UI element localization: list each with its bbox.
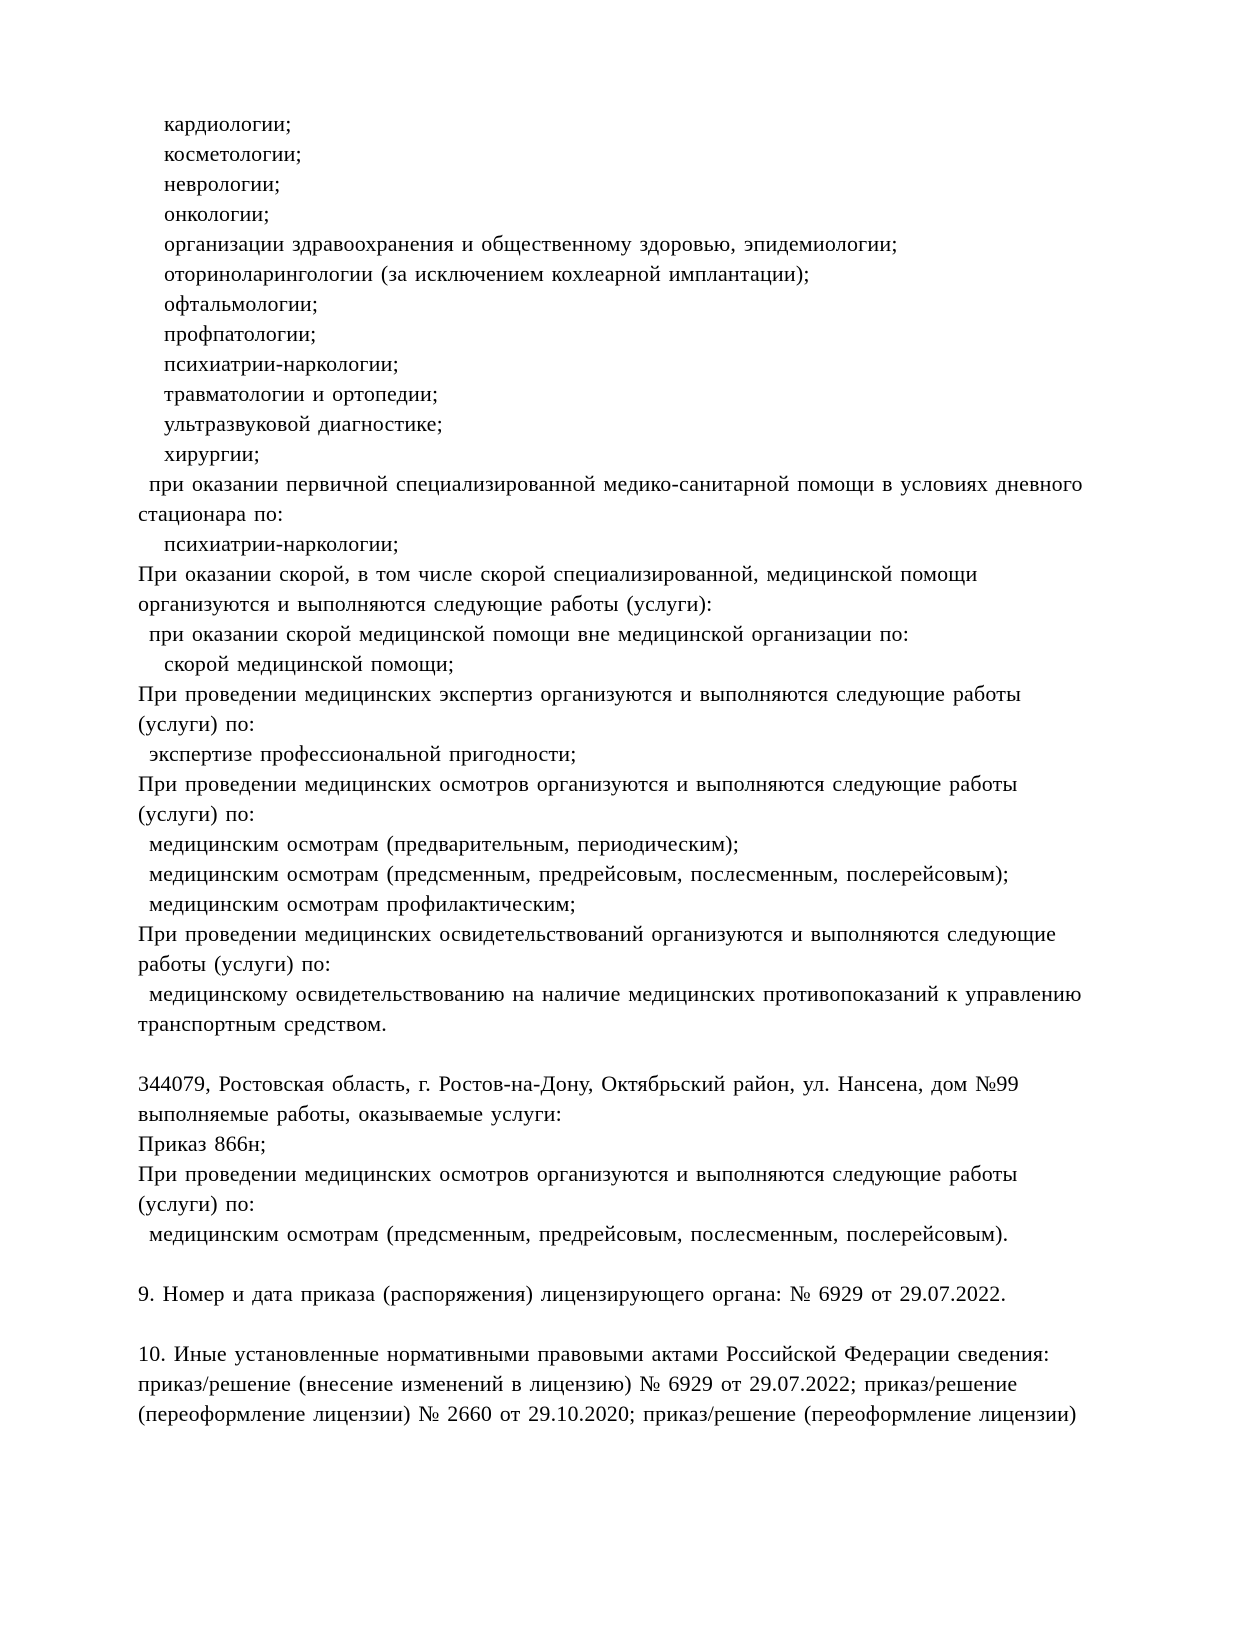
document-line: транспортным средством.: [138, 1011, 387, 1036]
document-line: (услуги) по:: [138, 1191, 255, 1216]
document-line: медицинскому освидетельствованию на наличие медицинских противопоказаний к управлению: [149, 981, 1082, 1006]
document-line: хирургии;: [164, 441, 260, 466]
document-line: травматологии и ортопедии;: [164, 381, 439, 406]
document-line: медицинским осмотрам (предсменным, предрейсовым, послесменным, послерейсовым).: [149, 1221, 1009, 1246]
document-line: онкологии;: [164, 201, 270, 226]
document-line: работы (услуги) по:: [138, 951, 331, 976]
document-line: косметологии;: [164, 141, 302, 166]
document-line: организуются и выполняются следующие работы (услуги):: [138, 591, 713, 616]
document-line: При проведении медицинских осмотров организуются и выполняются следующие работы: [138, 771, 1018, 796]
blank-line: [138, 1249, 1170, 1279]
document-line: кардиологии;: [164, 111, 292, 136]
document-line: При проведении медицинских освидетельствований организуются и выполняются следующие: [138, 921, 1057, 946]
document-line: При проведении медицинских осмотров организуются и выполняются следующие работы: [138, 1161, 1018, 1186]
document-line: оториноларингологии (за исключением кохлеарной имплантации);: [164, 261, 810, 286]
document-line: медицинским осмотрам (предварительным, периодическим);: [149, 831, 740, 856]
document-line: офтальмологии;: [164, 291, 319, 316]
document-line: При проведении медицинских экспертиз организуются и выполняются следующие работы: [138, 681, 1022, 706]
document-line: При оказании скорой, в том числе скорой специализированной, медицинской помощи: [138, 561, 978, 586]
document-line: приказ/решение (внесение изменений в лицензию) № 6929 от 29.07.2022; приказ/решение: [138, 1371, 1018, 1396]
document-line: (услуги) по:: [138, 711, 255, 736]
document-line: медицинским осмотрам профилактическим;: [149, 891, 576, 916]
document-line: стационара по:: [138, 501, 284, 526]
document-line: медицинским осмотрам (предсменным, предрейсовым, послесменным, послерейсовым);: [149, 861, 1009, 886]
document-line: экспертизе профессиональной пригодности;: [149, 741, 577, 766]
document-line: 9. Номер и дата приказа (распоряжения) лицензирующего органа: № 6929 от 29.07.2022.: [138, 1281, 1007, 1306]
document-line: профпатологии;: [164, 321, 317, 346]
document-line: неврологии;: [164, 171, 281, 196]
document-line: психиатрии-наркологии;: [164, 351, 399, 376]
document-line: 10. Иные установленные нормативными правовыми актами Российской Федерации сведения:: [138, 1341, 1050, 1366]
document-line: (услуги) по:: [138, 801, 255, 826]
document-line: организации здравоохранения и общественному здоровью, эпидемиологии;: [164, 231, 898, 256]
document-line: психиатрии-наркологии;: [164, 531, 399, 556]
document-line: скорой медицинской помощи;: [164, 651, 455, 676]
document-line: ультразвуковой диагностике;: [164, 411, 443, 436]
document-line: при оказании скорой медицинской помощи вне медицинской организации по:: [149, 621, 910, 646]
document-line: 344079, Ростовская область, г. Ростов-на-Дону, Октябрьский район, ул. Нансена, дом №99: [138, 1071, 1019, 1096]
document-text-block: [138, 109, 1170, 1429]
blank-line: [138, 1039, 1170, 1069]
blank-line: [138, 1309, 1170, 1339]
document-line: (переоформление лицензии) № 2660 от 29.10.2020; приказ/решение (переоформление лицензии): [138, 1401, 1077, 1426]
document-line: выполняемые работы, оказываемые услуги:: [138, 1101, 562, 1126]
document-line: Приказ 866н;: [138, 1131, 267, 1156]
document-line: при оказании первичной специализированной медико-санитарной помощи в условиях дневного: [149, 471, 1083, 496]
